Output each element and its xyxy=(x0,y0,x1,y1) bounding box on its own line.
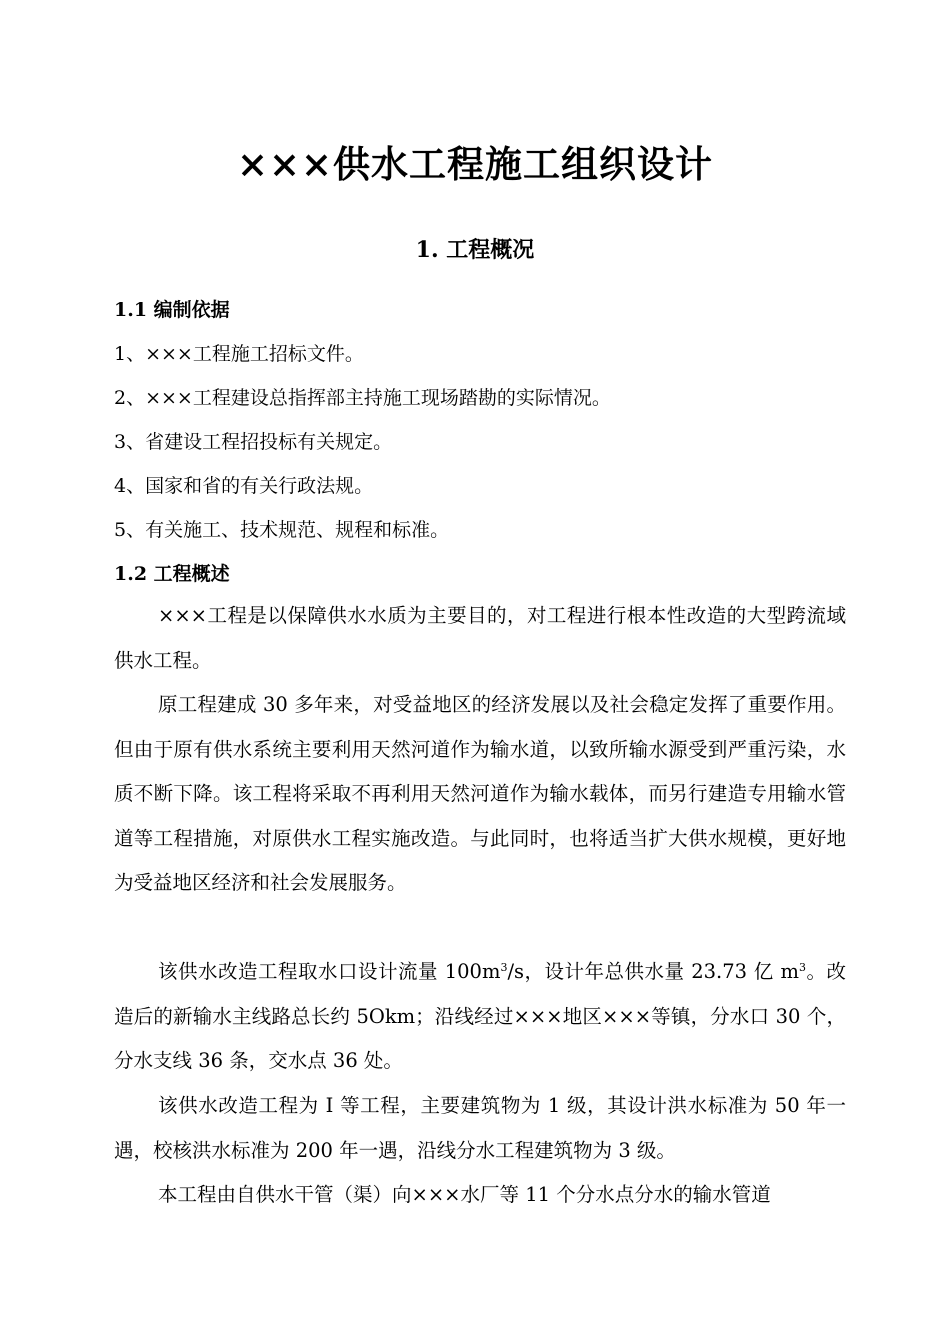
list-item: 2、×××工程建设总指挥部主持施工现场踏勘的实际情况。 xyxy=(114,387,611,409)
flow-text-part1: 该供水改造工程取水口设计流量 100m xyxy=(158,960,501,983)
paragraph-pipeline: 本工程由自供水干管（渠）向×××水厂等 11 个分水点分水的输水管道 xyxy=(158,1183,771,1206)
paragraph-intro: ×××工程是以保障供水水质为主要目的，对工程进行根本性改造的大型跨流域供水工程。 xyxy=(114,604,846,672)
list-item: 5、有关施工、技术规范、规程和标准。 xyxy=(114,519,450,541)
list-item: 4、国家和省的有关行政法规。 xyxy=(114,475,374,497)
paragraph-grade: 该供水改造工程为 I 等工程，主要建筑物为 1 级，其设计洪水标准为 50 年一遇，校核洪水标准为 200 年一遇，沿线分水工程建筑物为 3 级。 xyxy=(114,1094,846,1162)
subsection-heading-overview: 1.2 工程概述 xyxy=(114,563,230,585)
flow-text-part3: 。改造后的新输水主线路总长约 5Okm；沿线经过×××地区×××等镇，分水口 30 个，分水支线 36 条，交水点 36 处。 xyxy=(114,960,846,1072)
document-title: ×××供水工程施工组织设计 xyxy=(236,142,713,186)
section-heading: 1. 工程概况 xyxy=(415,237,535,263)
list-item: 3、省建设工程招投标有关规定。 xyxy=(114,431,393,453)
paragraph-flow-capacity xyxy=(114,950,846,1084)
paragraph-background: 原工程建成 30 多年来，对受益地区的经济发展以及社会稳定发挥了重要作用。但由于原有供水系统主要利用天然河道作为输水道，以致所输水源受到严重污染，水质不断下降。该工程将采取不再利用天然河道作为输水载体，而另行建造专用输水管道等工程措施，对原供水工程实施改造。与此同时，也将适当扩大供水规模，更好地为受益地区经济和社会发展服务。 xyxy=(114,693,846,894)
list-item: 1、×××工程施工招标文件。 xyxy=(114,343,364,365)
superscript-3: 3 xyxy=(500,961,508,974)
subsection-heading-basis: 1.1 编制依据 xyxy=(114,299,230,321)
flow-text-part2: /s，设计年总供水量 23.73 亿 m xyxy=(507,960,799,983)
superscript-3: 3 xyxy=(798,961,806,974)
